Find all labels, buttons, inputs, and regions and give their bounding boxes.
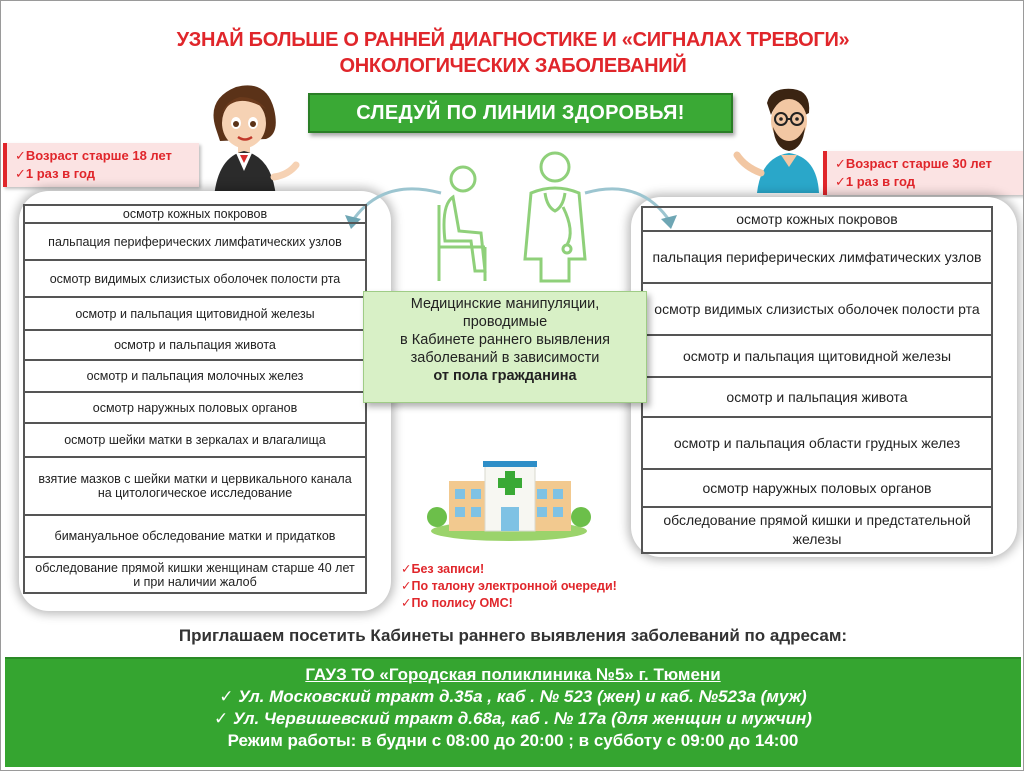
men-age: ✓Возраст старше 30 лет bbox=[835, 156, 992, 171]
list-item: осмотр шейки матки в зеркалах и влагалища bbox=[25, 424, 365, 458]
clinic-name: ГАУЗ ТО «Городская поликлиника №5» г. Тюмени bbox=[305, 665, 721, 684]
men-frequency: ✓1 раз в год bbox=[835, 174, 916, 189]
women-age: ✓Возраст старше 18 лет bbox=[15, 148, 172, 163]
man-illustration bbox=[731, 81, 831, 193]
note-e-queue: ✓По талону электронной очереди! bbox=[401, 579, 617, 593]
center-info-box bbox=[363, 291, 647, 403]
men-procedures-list bbox=[641, 206, 993, 554]
list-item: пальпация периферических лимфатических узлов bbox=[25, 224, 365, 261]
list-item: осмотр видимых слизистых оболочек полости рта bbox=[643, 284, 991, 336]
center-line-5: от пола гражданина bbox=[433, 368, 577, 384]
list-item: осмотр и пальпация области грудных желез bbox=[643, 418, 991, 470]
list-item: пальпация периферических лимфатических узлов bbox=[643, 232, 991, 284]
center-line-4: заболеваний в зависимости bbox=[410, 350, 600, 366]
list-item: осмотр и пальпация живота bbox=[25, 331, 365, 361]
center-line-1: Медицинские манипуляции, bbox=[410, 296, 600, 312]
center-line-3: в Кабинете раннего выявления bbox=[400, 332, 610, 348]
list-item: осмотр и пальпация щитовидной железы bbox=[643, 336, 991, 378]
working-hours: Режим работы: в будни с 08:00 до 20:00 ; в субботу с 09:00 до 14:00 bbox=[227, 731, 799, 750]
list-item: осмотр и пальпация щитовидной железы bbox=[25, 298, 365, 331]
access-notes bbox=[401, 561, 617, 612]
list-item: осмотр и пальпация живота bbox=[643, 378, 991, 418]
page-title bbox=[1, 27, 1024, 79]
invitation-text: Приглашаем посетить Кабинеты раннего выявления заболеваний по адресам: bbox=[178, 626, 848, 645]
address-2: ✓ Ул. Червишевский тракт д.68а, каб . № 17а (для женщин и мужчин) bbox=[214, 709, 812, 728]
center-line-2: проводимые bbox=[462, 314, 548, 330]
doctor-patient-icon bbox=[341, 141, 681, 291]
addresses-footer bbox=[5, 657, 1021, 767]
list-item: взятие мазков с шейки матки и цервикального канала на цитологическое исследование bbox=[25, 458, 365, 516]
address-1: ✓ Ул. Московский тракт д.35а , каб . № 523 (жен) и каб. №523а (муж) bbox=[219, 687, 807, 706]
note-no-appointment: ✓Без записи! bbox=[401, 562, 485, 576]
women-criteria-tag bbox=[3, 143, 199, 187]
list-item: осмотр и пальпация молочных желез bbox=[25, 361, 365, 393]
list-item: осмотр кожных покровов bbox=[643, 206, 991, 232]
list-item: обследование прямой кишки и предстательной железы bbox=[643, 508, 991, 554]
hospital-icon bbox=[429, 451, 589, 541]
list-item: осмотр наружных половых органов bbox=[25, 393, 365, 424]
list-item: осмотр кожных покровов bbox=[25, 204, 365, 224]
title-line-1: УЗНАЙ БОЛЬШЕ О РАННЕЙ ДИАГНОСТИКЕ И «СИГНАЛАХ ТРЕВОГИ» bbox=[176, 29, 850, 51]
women-procedures-list bbox=[23, 204, 367, 594]
woman-illustration bbox=[196, 79, 306, 197]
slogan-banner: СЛЕДУЙ ПО ЛИНИИ ЗДОРОВЬЯ! bbox=[308, 93, 733, 133]
note-oms-policy: ✓По полису ОМС! bbox=[401, 596, 513, 610]
list-item: осмотр наружных половых органов bbox=[643, 470, 991, 508]
women-frequency: ✓1 раз в год bbox=[15, 166, 96, 181]
list-item: бимануальное обследование матки и придатков bbox=[25, 516, 365, 558]
list-item: осмотр видимых слизистых оболочек полости рта bbox=[25, 261, 365, 298]
title-line-2: ОНКОЛОГИЧЕСКИХ ЗАБОЛЕВАНИЙ bbox=[339, 55, 687, 77]
list-item: обследование прямой кишки женщинам старше 40 лет и при наличии жалоб bbox=[25, 558, 365, 594]
men-criteria-tag bbox=[823, 151, 1023, 195]
